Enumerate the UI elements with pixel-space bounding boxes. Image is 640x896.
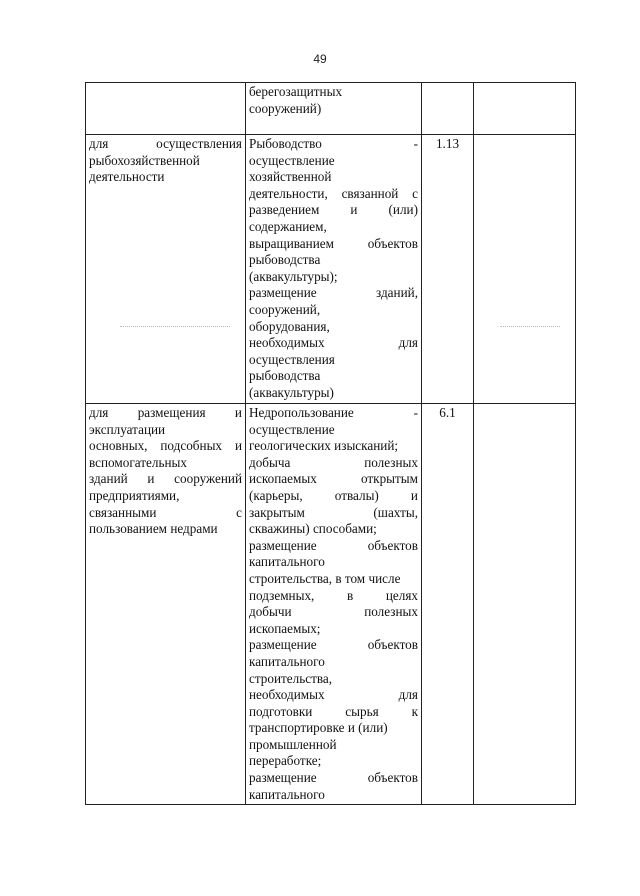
use-description-cell (246, 135, 422, 404)
description-line: необходимых для (249, 687, 418, 703)
description-line: строительства, в том числе (249, 570, 401, 586)
description-line: берегозащитных (249, 84, 343, 99)
description-line: (аквакультуры) (249, 384, 334, 400)
description-line: (аквакультуры); (249, 268, 338, 284)
description-line: капитального (249, 554, 325, 570)
description-line: сооружений, (249, 301, 321, 317)
description-line: промышленной (249, 736, 337, 752)
use-name-cell (86, 135, 246, 404)
description-line: Недропользование - (249, 405, 418, 420)
description-line: хозяйственной (249, 169, 332, 185)
description-line: строительства, (249, 670, 333, 686)
use-name-cell (86, 404, 246, 805)
empty-cell (474, 83, 576, 135)
name-line: связанными с (89, 504, 242, 520)
description-line: закрытым (шахты, (249, 504, 418, 520)
description-line: осуществление (249, 421, 335, 437)
description-line: оборудования, (249, 318, 330, 334)
name-line: деятельности (89, 169, 165, 185)
description-line: скважины) способами; (249, 521, 377, 537)
description-line: капитального (249, 786, 325, 802)
description-line: сооружений) (249, 100, 322, 116)
description-line: подготовки сырья к (249, 703, 418, 719)
name-line: основных, подсобных и (89, 438, 242, 454)
use-code-cell: 6.1 (422, 404, 474, 805)
name-line: предприятиями, (89, 487, 180, 503)
land-use-table (85, 82, 576, 805)
description-line: капитального (249, 653, 325, 669)
description-line: осуществления (249, 351, 335, 367)
use-code-cell (422, 83, 474, 135)
name-line: рыбохозяйственной (89, 152, 200, 168)
description-line: подземных, в целях (249, 587, 418, 603)
description-line: добычи полезных (249, 604, 418, 620)
description-line: выращиванием объектов (249, 235, 418, 251)
description-line: разведением и (или) (249, 202, 418, 218)
page-number: 49 (313, 52, 327, 66)
name-line: для осуществления (89, 136, 242, 151)
table-row (86, 135, 576, 404)
description-line: Рыбоводство - (249, 136, 418, 151)
description-line: переработке; (249, 753, 322, 769)
table-row (86, 404, 576, 805)
description-line: размещение зданий, (249, 285, 418, 301)
description-line: рыбоводства (249, 252, 321, 268)
scan-artifact (500, 326, 560, 328)
description-line: необходимых для (249, 335, 418, 351)
description-line: геологических изысканий; (249, 438, 399, 454)
description-line: добыча полезных (249, 454, 418, 470)
name-line: для размещения и (89, 405, 242, 420)
name-line: зданий и сооружений (89, 471, 242, 487)
empty-cell (474, 135, 576, 404)
description-line: ископаемых открытым (249, 471, 418, 487)
description-line: ископаемых; (249, 620, 321, 636)
description-line: рыбоводства (249, 368, 321, 384)
description-line: содержанием, (249, 218, 327, 234)
name-line: вспомогательных (89, 454, 187, 470)
scan-artifact (120, 326, 230, 328)
description-line: деятельности, связанной с (249, 185, 418, 201)
table-row (86, 83, 576, 135)
name-line: эксплуатации (89, 421, 166, 437)
description-line: размещение объектов (249, 637, 418, 653)
use-description-cell (246, 404, 422, 805)
use-code-cell: 1.13 (422, 135, 474, 404)
name-line: пользованием недрами (89, 521, 218, 537)
description-line: осуществление (249, 152, 335, 168)
description-line: (карьеры, отвалы) и (249, 487, 418, 503)
use-description-cell (246, 83, 422, 135)
use-name-cell (86, 83, 246, 135)
empty-cell (474, 404, 576, 805)
description-line: транспортировке и (или) (249, 720, 388, 736)
description-line: размещение объектов (249, 537, 418, 553)
description-line: размещение объектов (249, 770, 418, 786)
